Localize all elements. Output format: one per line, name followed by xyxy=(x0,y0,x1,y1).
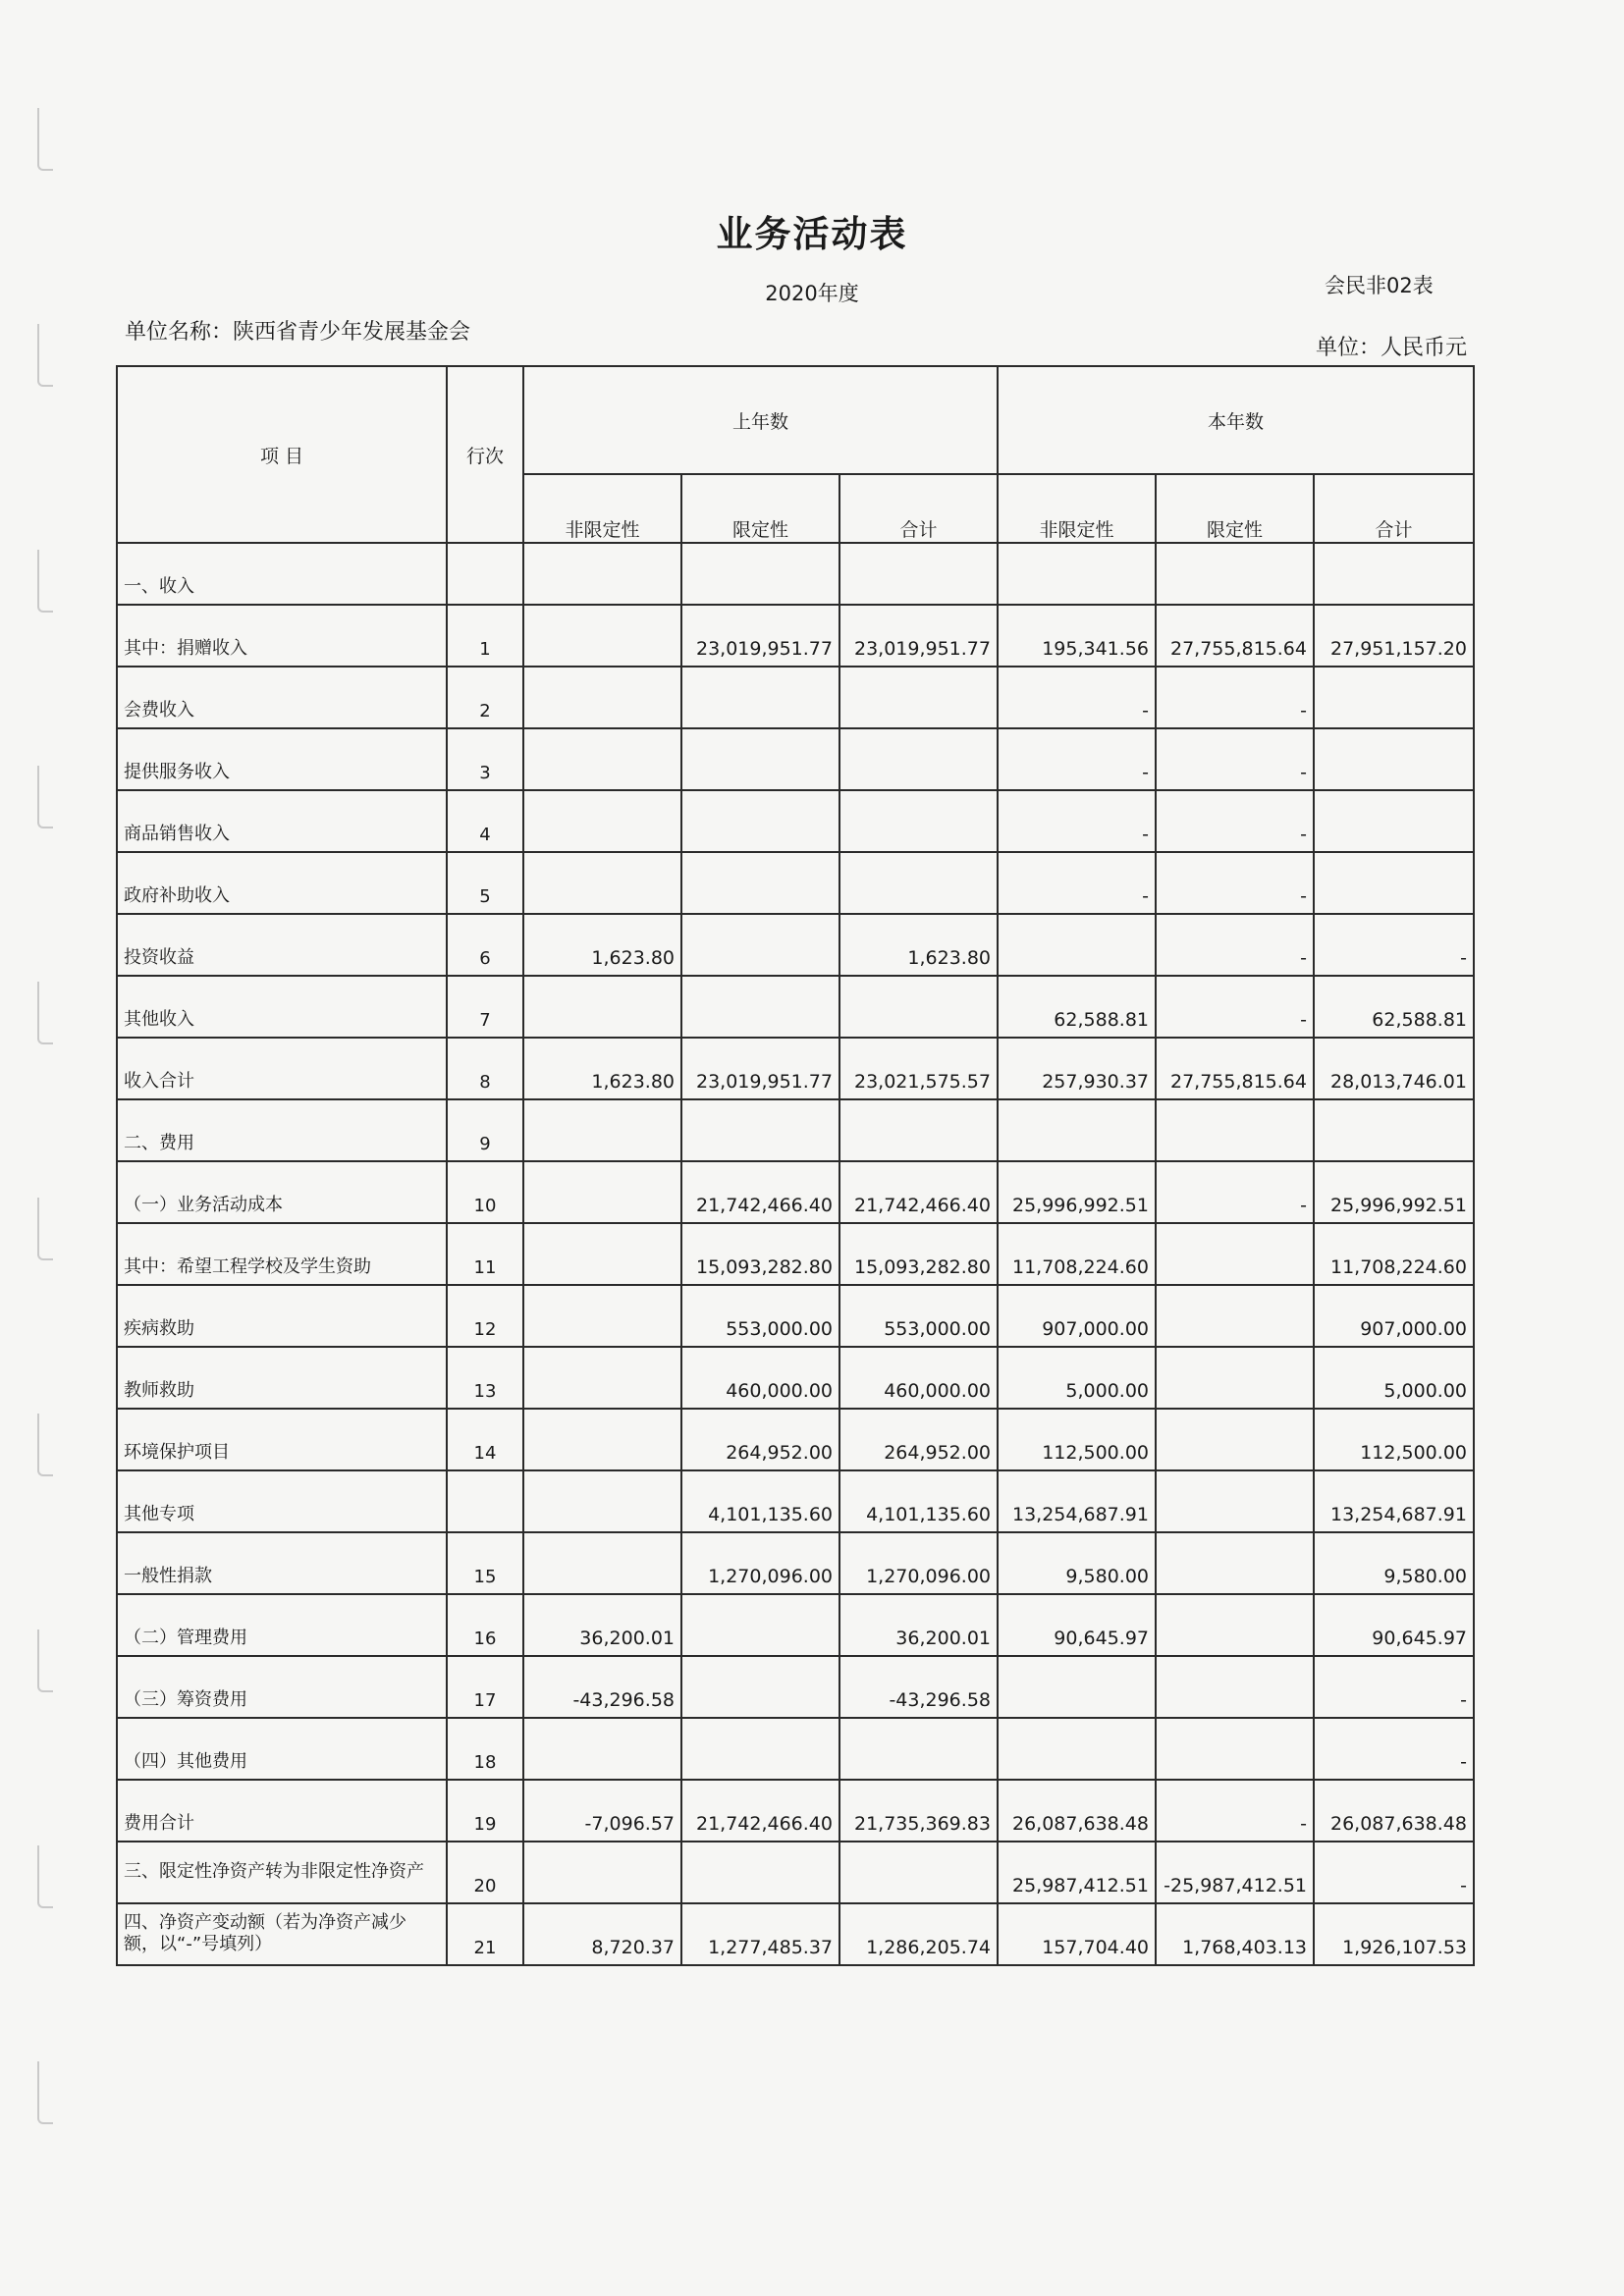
binder-mark xyxy=(37,982,53,1044)
table-row xyxy=(117,914,1474,976)
cell-current-restricted xyxy=(1156,1470,1314,1532)
table-row xyxy=(117,605,1474,667)
row-number: 1 xyxy=(447,605,523,667)
row-item-label: 提供服务收入 xyxy=(117,728,447,790)
cell-prior-total xyxy=(839,976,998,1038)
row-item-label: （三）筹资费用 xyxy=(117,1656,447,1718)
report-year: 2020年度 xyxy=(765,282,859,305)
binder-mark xyxy=(37,2061,53,2124)
cell-prior-total: 1,623.80 xyxy=(839,914,998,976)
cell-current-restricted xyxy=(1156,543,1314,605)
cell-current-total: 907,000.00 xyxy=(1314,1285,1474,1347)
row-number: 2 xyxy=(447,667,523,728)
cell-prior-unrestricted xyxy=(523,1347,681,1409)
cell-prior-unrestricted xyxy=(523,1470,681,1532)
table-row xyxy=(117,790,1474,852)
cell-current-total xyxy=(1314,543,1474,605)
table-row xyxy=(117,1470,1474,1532)
cell-prior-total xyxy=(839,790,998,852)
cell-current-restricted xyxy=(1156,1223,1314,1285)
header-current-unrestricted: 非限定性 xyxy=(998,474,1156,543)
table-row xyxy=(117,728,1474,790)
row-number xyxy=(447,543,523,605)
cell-prior-total xyxy=(839,1842,998,1903)
cell-current-unrestricted: 62,588.81 xyxy=(998,976,1156,1038)
table-row xyxy=(117,1099,1474,1161)
cell-prior-unrestricted xyxy=(523,1842,681,1903)
row-item-label: 四、净资产变动额（若为净资产减少额，以“-”号填列） xyxy=(117,1903,447,1965)
cell-prior-restricted xyxy=(681,914,839,976)
header-current-restricted: 限定性 xyxy=(1156,474,1314,543)
cell-current-unrestricted: 257,930.37 xyxy=(998,1038,1156,1099)
cell-prior-unrestricted xyxy=(523,1223,681,1285)
cell-prior-unrestricted xyxy=(523,1718,681,1780)
cell-prior-total: 1,286,205.74 xyxy=(839,1903,998,1965)
cell-current-total xyxy=(1314,852,1474,914)
row-number: 11 xyxy=(447,1223,523,1285)
cell-current-restricted: - xyxy=(1156,1161,1314,1223)
header-current-total: 合计 xyxy=(1314,474,1474,543)
cell-prior-restricted xyxy=(681,543,839,605)
table-row xyxy=(117,1656,1474,1718)
cell-current-unrestricted: 26,087,638.48 xyxy=(998,1780,1156,1842)
cell-prior-total: 21,735,369.83 xyxy=(839,1780,998,1842)
table-row xyxy=(117,1161,1474,1223)
row-number: 20 xyxy=(447,1842,523,1903)
cell-current-total xyxy=(1314,790,1474,852)
row-number: 21 xyxy=(447,1903,523,1965)
header-row-no: 行次 xyxy=(447,366,523,543)
cell-prior-restricted xyxy=(681,728,839,790)
cell-prior-total: 1,270,096.00 xyxy=(839,1532,998,1594)
cell-current-unrestricted: 9,580.00 xyxy=(998,1532,1156,1594)
cell-current-unrestricted: 13,254,687.91 xyxy=(998,1470,1156,1532)
row-number: 3 xyxy=(447,728,523,790)
row-item-label: 会费收入 xyxy=(117,667,447,728)
cell-current-total: 9,580.00 xyxy=(1314,1532,1474,1594)
cell-current-unrestricted: 112,500.00 xyxy=(998,1409,1156,1470)
cell-current-restricted xyxy=(1156,1285,1314,1347)
cell-current-restricted: - xyxy=(1156,914,1314,976)
row-item-label: 一般性捐款 xyxy=(117,1532,447,1594)
cell-prior-restricted: 553,000.00 xyxy=(681,1285,839,1347)
row-item-label: （二）管理费用 xyxy=(117,1594,447,1656)
cell-current-restricted: 1,768,403.13 xyxy=(1156,1903,1314,1965)
row-item-label: 投资收益 xyxy=(117,914,447,976)
cell-prior-total: 21,742,466.40 xyxy=(839,1161,998,1223)
row-number: 13 xyxy=(447,1347,523,1409)
row-number: 18 xyxy=(447,1718,523,1780)
cell-prior-restricted: 460,000.00 xyxy=(681,1347,839,1409)
cell-current-unrestricted xyxy=(998,914,1156,976)
cell-prior-restricted xyxy=(681,1718,839,1780)
page-title: 业务活动表 xyxy=(716,213,908,255)
row-number: 12 xyxy=(447,1285,523,1347)
cell-current-restricted: - xyxy=(1156,976,1314,1038)
cell-current-unrestricted xyxy=(998,1099,1156,1161)
cell-current-unrestricted: - xyxy=(998,790,1156,852)
header-prior-unrestricted: 非限定性 xyxy=(523,474,681,543)
cell-current-restricted: - xyxy=(1156,728,1314,790)
cell-current-restricted xyxy=(1156,1347,1314,1409)
cell-prior-unrestricted xyxy=(523,976,681,1038)
binder-mark xyxy=(37,108,53,171)
row-item-label: 费用合计 xyxy=(117,1780,447,1842)
cell-current-unrestricted: 90,645.97 xyxy=(998,1594,1156,1656)
header-prior-restricted: 限定性 xyxy=(681,474,839,543)
row-number: 6 xyxy=(447,914,523,976)
cell-current-restricted: -25,987,412.51 xyxy=(1156,1842,1314,1903)
table-row xyxy=(117,1594,1474,1656)
cell-current-unrestricted: - xyxy=(998,852,1156,914)
cell-current-total: 1,926,107.53 xyxy=(1314,1903,1474,1965)
row-item-label: 其他收入 xyxy=(117,976,447,1038)
table-row xyxy=(117,1285,1474,1347)
cell-current-total: 112,500.00 xyxy=(1314,1409,1474,1470)
cell-current-total: - xyxy=(1314,1718,1474,1780)
cell-current-restricted: 27,755,815.64 xyxy=(1156,1038,1314,1099)
cell-prior-total xyxy=(839,1099,998,1161)
cell-prior-restricted xyxy=(681,852,839,914)
cell-prior-unrestricted xyxy=(523,790,681,852)
cell-prior-total: 460,000.00 xyxy=(839,1347,998,1409)
cell-prior-restricted xyxy=(681,667,839,728)
row-item-label: 三、限定性净资产转为非限定性净资产 xyxy=(117,1842,447,1903)
table-row xyxy=(117,1903,1474,1965)
cell-prior-total xyxy=(839,852,998,914)
cell-prior-restricted: 23,019,951.77 xyxy=(681,605,839,667)
row-item-label: （一）业务活动成本 xyxy=(117,1161,447,1223)
cell-current-total: 28,013,746.01 xyxy=(1314,1038,1474,1099)
cell-current-total: 90,645.97 xyxy=(1314,1594,1474,1656)
row-number: 10 xyxy=(447,1161,523,1223)
row-number: 7 xyxy=(447,976,523,1038)
table-row xyxy=(117,1347,1474,1409)
cell-prior-unrestricted: 1,623.80 xyxy=(523,914,681,976)
cell-prior-restricted xyxy=(681,1099,839,1161)
cell-prior-total: 264,952.00 xyxy=(839,1409,998,1470)
cell-current-total: 62,588.81 xyxy=(1314,976,1474,1038)
cell-prior-unrestricted: 8,720.37 xyxy=(523,1903,681,1965)
cell-current-unrestricted: 25,987,412.51 xyxy=(998,1842,1156,1903)
header-prior-total: 合计 xyxy=(839,474,998,543)
cell-prior-total: 23,019,951.77 xyxy=(839,605,998,667)
cell-prior-total xyxy=(839,667,998,728)
cell-prior-total: 553,000.00 xyxy=(839,1285,998,1347)
table-row xyxy=(117,1409,1474,1470)
row-item-label: 收入合计 xyxy=(117,1038,447,1099)
binder-mark xyxy=(37,1845,53,1908)
binder-mark xyxy=(37,1198,53,1260)
cell-prior-unrestricted xyxy=(523,605,681,667)
header-item: 项 目 xyxy=(117,366,447,543)
table-row xyxy=(117,976,1474,1038)
cell-prior-unrestricted: -7,096.57 xyxy=(523,1780,681,1842)
cell-prior-restricted: 4,101,135.60 xyxy=(681,1470,839,1532)
form-code: 会民非02表 xyxy=(1325,274,1434,297)
binder-mark xyxy=(37,766,53,828)
binder-mark xyxy=(37,324,53,387)
row-item-label: 环境保护项目 xyxy=(117,1409,447,1470)
business-activity-table xyxy=(116,365,1475,1966)
cell-current-restricted xyxy=(1156,1099,1314,1161)
cell-current-restricted: 27,755,815.64 xyxy=(1156,605,1314,667)
row-number: 15 xyxy=(447,1532,523,1594)
cell-current-restricted xyxy=(1156,1409,1314,1470)
cell-prior-total xyxy=(839,728,998,790)
cell-current-total: 5,000.00 xyxy=(1314,1347,1474,1409)
table-row xyxy=(117,1718,1474,1780)
cell-current-total xyxy=(1314,667,1474,728)
row-item-label: 二、费用 xyxy=(117,1099,447,1161)
cell-prior-restricted: 23,019,951.77 xyxy=(681,1038,839,1099)
currency-unit: 单位：人民币元 xyxy=(1316,336,1468,360)
table-row xyxy=(117,543,1474,605)
row-item-label: 其他专项 xyxy=(117,1470,447,1532)
cell-current-total: - xyxy=(1314,914,1474,976)
cell-current-restricted: - xyxy=(1156,852,1314,914)
row-number: 19 xyxy=(447,1780,523,1842)
cell-current-restricted xyxy=(1156,1532,1314,1594)
row-item-label: 其中：捐赠收入 xyxy=(117,605,447,667)
cell-prior-restricted: 15,093,282.80 xyxy=(681,1223,839,1285)
cell-prior-restricted: 1,270,096.00 xyxy=(681,1532,839,1594)
row-item-label: 商品销售收入 xyxy=(117,790,447,852)
cell-prior-unrestricted xyxy=(523,728,681,790)
cell-prior-unrestricted xyxy=(523,852,681,914)
cell-prior-unrestricted xyxy=(523,667,681,728)
cell-current-total xyxy=(1314,728,1474,790)
cell-prior-restricted xyxy=(681,790,839,852)
cell-prior-total: 15,093,282.80 xyxy=(839,1223,998,1285)
cell-current-restricted xyxy=(1156,1656,1314,1718)
cell-prior-total: 4,101,135.60 xyxy=(839,1470,998,1532)
cell-prior-total: -43,296.58 xyxy=(839,1656,998,1718)
table-row xyxy=(117,1780,1474,1842)
table-row xyxy=(117,667,1474,728)
cell-current-restricted: - xyxy=(1156,790,1314,852)
row-number: 17 xyxy=(447,1656,523,1718)
cell-prior-unrestricted: 1,623.80 xyxy=(523,1038,681,1099)
row-number: 14 xyxy=(447,1409,523,1470)
cell-current-unrestricted: 195,341.56 xyxy=(998,605,1156,667)
table-row xyxy=(117,852,1474,914)
table-row xyxy=(117,1532,1474,1594)
cell-current-total: - xyxy=(1314,1842,1474,1903)
row-number: 4 xyxy=(447,790,523,852)
cell-current-unrestricted: 11,708,224.60 xyxy=(998,1223,1156,1285)
binder-mark xyxy=(37,1414,53,1476)
cell-prior-unrestricted: -43,296.58 xyxy=(523,1656,681,1718)
cell-prior-total xyxy=(839,543,998,605)
cell-prior-unrestricted xyxy=(523,1285,681,1347)
table-row xyxy=(117,1038,1474,1099)
cell-prior-unrestricted xyxy=(523,1532,681,1594)
cell-prior-total: 36,200.01 xyxy=(839,1594,998,1656)
row-number xyxy=(447,1470,523,1532)
binder-mark xyxy=(37,550,53,613)
cell-current-unrestricted: - xyxy=(998,667,1156,728)
cell-current-unrestricted: 907,000.00 xyxy=(998,1285,1156,1347)
cell-prior-restricted: 264,952.00 xyxy=(681,1409,839,1470)
cell-current-unrestricted xyxy=(998,1718,1156,1780)
row-number: 8 xyxy=(447,1038,523,1099)
cell-current-restricted: - xyxy=(1156,1780,1314,1842)
cell-current-restricted xyxy=(1156,1594,1314,1656)
cell-prior-unrestricted: 36,200.01 xyxy=(523,1594,681,1656)
cell-current-unrestricted xyxy=(998,543,1156,605)
cell-current-unrestricted: - xyxy=(998,728,1156,790)
header-prior-year: 上年数 xyxy=(523,366,998,474)
cell-prior-restricted xyxy=(681,1656,839,1718)
row-item-label: 教师救助 xyxy=(117,1347,447,1409)
cell-current-unrestricted: 5,000.00 xyxy=(998,1347,1156,1409)
cell-current-restricted xyxy=(1156,1718,1314,1780)
cell-current-total xyxy=(1314,1099,1474,1161)
cell-current-unrestricted xyxy=(998,1656,1156,1718)
cell-prior-restricted: 1,277,485.37 xyxy=(681,1903,839,1965)
row-item-label: 一、收入 xyxy=(117,543,447,605)
row-item-label: 政府补助收入 xyxy=(117,852,447,914)
cell-prior-unrestricted xyxy=(523,1161,681,1223)
cell-prior-restricted xyxy=(681,1594,839,1656)
cell-current-total: 25,996,992.51 xyxy=(1314,1161,1474,1223)
cell-current-restricted: - xyxy=(1156,667,1314,728)
header-current-year: 本年数 xyxy=(998,366,1474,474)
cell-current-total: 26,087,638.48 xyxy=(1314,1780,1474,1842)
table-row xyxy=(117,1842,1474,1903)
cell-current-unrestricted: 25,996,992.51 xyxy=(998,1161,1156,1223)
row-number: 5 xyxy=(447,852,523,914)
row-item-label: （四）其他费用 xyxy=(117,1718,447,1780)
cell-prior-restricted xyxy=(681,976,839,1038)
unit-name: 单位名称：陕西省青少年发展基金会 xyxy=(125,320,471,345)
cell-prior-restricted: 21,742,466.40 xyxy=(681,1161,839,1223)
cell-prior-total xyxy=(839,1718,998,1780)
cell-current-unrestricted: 157,704.40 xyxy=(998,1903,1156,1965)
row-item-label: 疾病救助 xyxy=(117,1285,447,1347)
row-number: 9 xyxy=(447,1099,523,1161)
cell-prior-restricted xyxy=(681,1842,839,1903)
cell-prior-unrestricted xyxy=(523,1409,681,1470)
cell-current-total: 27,951,157.20 xyxy=(1314,605,1474,667)
cell-prior-restricted: 21,742,466.40 xyxy=(681,1780,839,1842)
binder-mark xyxy=(37,1629,53,1692)
cell-prior-unrestricted xyxy=(523,1099,681,1161)
row-number: 16 xyxy=(447,1594,523,1656)
row-item-label: 其中：希望工程学校及学生资助 xyxy=(117,1223,447,1285)
cell-prior-unrestricted xyxy=(523,543,681,605)
cell-prior-total: 23,021,575.57 xyxy=(839,1038,998,1099)
cell-current-total: 11,708,224.60 xyxy=(1314,1223,1474,1285)
cell-current-total: - xyxy=(1314,1656,1474,1718)
cell-current-total: 13,254,687.91 xyxy=(1314,1470,1474,1532)
table-row xyxy=(117,1223,1474,1285)
